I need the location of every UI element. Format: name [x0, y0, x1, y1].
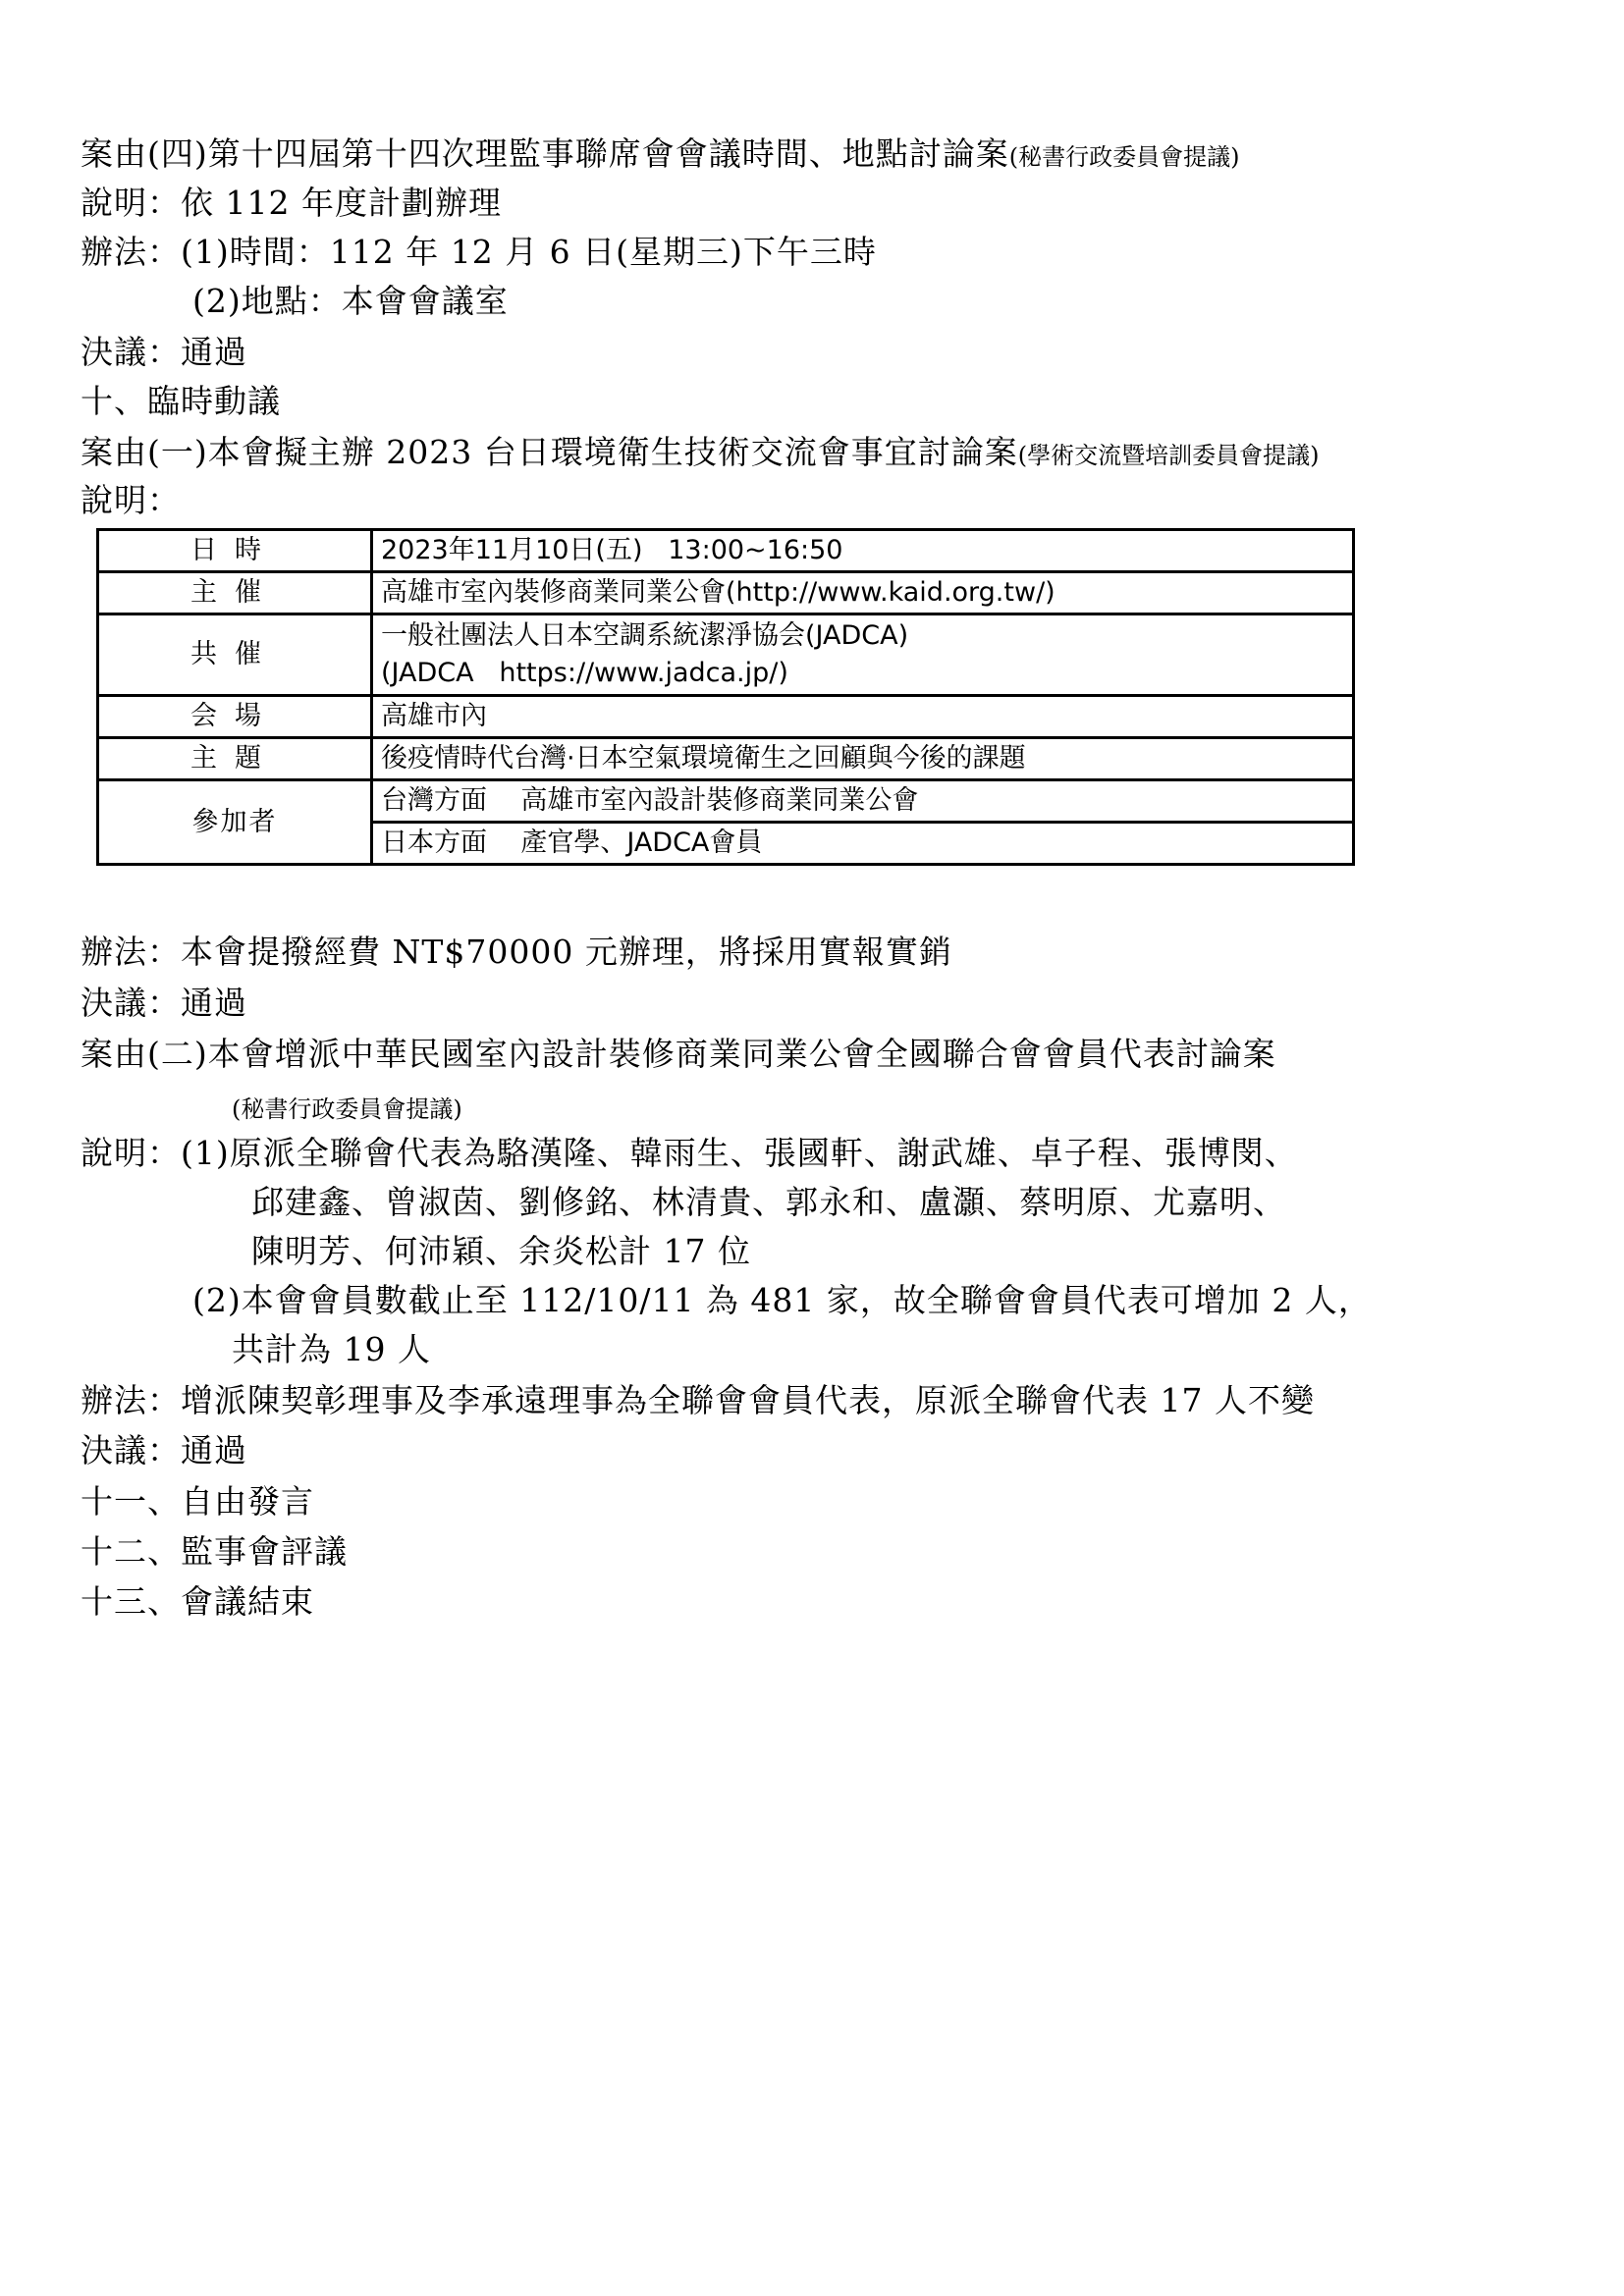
extra-item-2-title: 案由(二)本會增派中華民國室內設計裝修商業同業公會全國聯合會會員代表討論案 [81, 1035, 1276, 1073]
row-label-co-organizer: 共催 [98, 614, 372, 696]
method-location-line: (2)地點：本會會議室 [192, 282, 509, 320]
section-13-heading: 十三、會議結束 [81, 1582, 314, 1621]
explanation-line: 說明： [81, 481, 181, 519]
method-line: 辦法：本會提撥經費 NT$70000 元辦理，將採用實報實銷 [81, 933, 952, 971]
row-label-topic: 主題 [98, 738, 372, 780]
row-label-datetime: 日時 [98, 530, 372, 572]
table-row [98, 530, 1354, 572]
row-value-organizer: 高雄市室內裝修商業同業公會(http://www.kaid.org.tw/) [372, 572, 1354, 614]
agenda-item-4-text: 案由(四)第十四屆第十四次理監事聯席會會議時間、地點討論案 [81, 134, 1009, 173]
method-line: 辦法：增派陳契彰理事及李承遠理事為全聯會會員代表，原派全聯會代表 17 人不變 [81, 1381, 1315, 1419]
proposer-note: (學術交流暨培訓委員會提議) [1017, 442, 1320, 469]
row-value-participants-japan: 日本方面 產官學、JADCA會員 [372, 823, 1354, 865]
table-row [98, 738, 1354, 780]
extra-item-1-title [81, 433, 1319, 475]
explanation-line-2: 邱建鑫、曾淑茵、劉修銘、林清貴、郭永和、盧灝、蔡明原、尤嘉明、 [251, 1183, 1286, 1221]
explanation-line-1: 說明：(1)原派全聯會代表為駱漢隆、韓雨生、張國軒、謝武雄、卓子程、張博閔、 [81, 1134, 1298, 1172]
table-row [98, 696, 1354, 738]
agenda-item-4-title [81, 134, 1239, 177]
event-info-table [96, 528, 1355, 866]
resolution-line: 決議：通過 [81, 984, 247, 1022]
explanation-line: 說明：依 112 年度計劃辦理 [81, 184, 502, 222]
row-value-participants-taiwan: 台灣方面 高雄市室內設計裝修商業同業公會 [372, 780, 1354, 823]
row-value-topic: 後疫情時代台灣·日本空氣環境衛生之回顧與今後的課題 [372, 738, 1354, 780]
extra-item-1-text: 案由(一)本會擬主辦 2023 台日環境衛生技術交流會事宜討論案 [81, 433, 1018, 471]
table-row [98, 614, 1354, 696]
explanation-line-5: 共計為 19 人 [232, 1330, 431, 1368]
explanation-line-4: (2)本會會員數截止至 112/10/11 為 481 家，故全聯會會員代表可增加 2 人， [192, 1281, 1372, 1319]
section-10-heading: 十、臨時動議 [81, 382, 281, 420]
resolution-line: 決議：通過 [81, 333, 247, 371]
proposer-note: (秘書行政委員會提議) [1008, 143, 1240, 171]
row-label-participants: 參加者 [98, 780, 372, 865]
section-11-heading: 十一、自由發言 [81, 1482, 314, 1521]
method-time-line: 辦法：(1)時間：112 年 12 月 6 日(星期三)下午三時 [81, 233, 877, 271]
row-label-venue: 会場 [98, 696, 372, 738]
table-row [98, 780, 1354, 823]
row-value-co-organizer [372, 614, 1354, 696]
proposer-note: (秘書行政委員會提議) [232, 1095, 462, 1123]
co-organizer-name: 一般社團法人日本空調系統潔淨協会(JADCA) [381, 620, 909, 651]
table-row [98, 572, 1354, 614]
section-12-heading: 十二、監事會評議 [81, 1532, 348, 1571]
explanation-line-3: 陳明芳、何沛穎、余炎松計 17 位 [251, 1232, 751, 1270]
resolution-line: 決議：通過 [81, 1431, 247, 1469]
row-value-venue: 高雄市內 [372, 696, 1354, 738]
row-label-organizer: 主催 [98, 572, 372, 614]
row-value-datetime: 2023年11月10日(五) 13:00~16:50 [372, 530, 1354, 572]
co-organizer-url: (JADCA https://www.jadca.jp/) [381, 658, 788, 688]
